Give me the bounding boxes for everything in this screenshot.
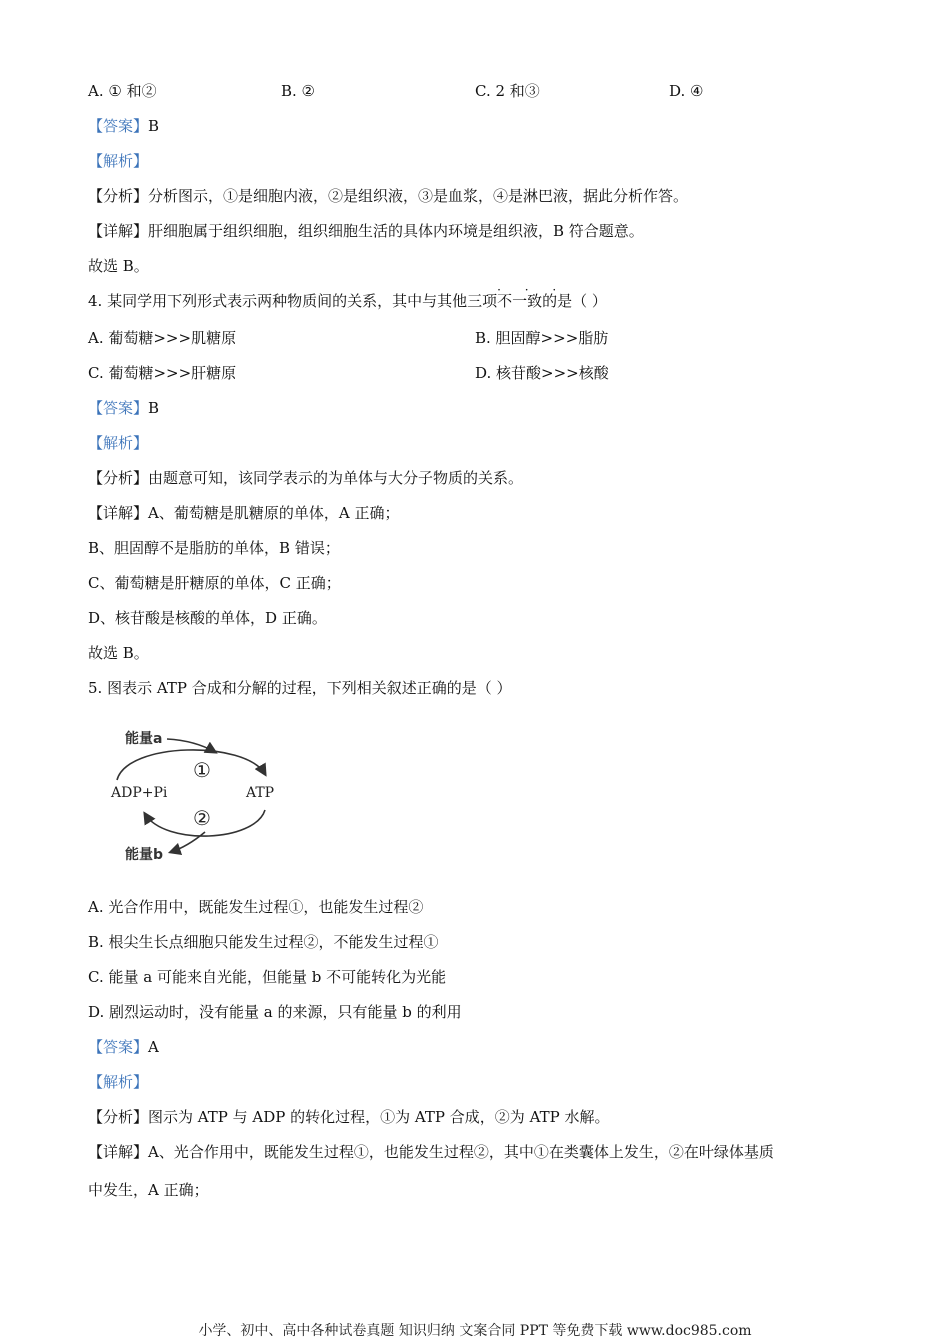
q5-xiangjie: 【详解】A、光合作用中，既能发生过程①，也能发生过程②，其中①在类囊体上发生，②在叶绿体基质 — [88, 1143, 774, 1161]
q3-option-a: A. ① 和② — [88, 82, 157, 100]
q5-fenxi: 【分析】图示为 ATP 与 ADP 的转化过程，①为 ATP 合成，②为 ATP 水解。 — [88, 1108, 610, 1126]
q4-fenxi: 【分析】由题意可知，该同学表示的为单体与大分子物质的关系。 — [88, 469, 524, 487]
q4-emphasis: · · · 不一致 — [497, 283, 567, 310]
page-footer: 小学、初中、高中各种试卷真题 知识归纳 文案合同 PPT 等免费下载 www.doc985.com — [198, 1323, 752, 1339]
q4-xiangjie: 【详解】A、葡萄糖是肌糖原的单体，A 正确； — [88, 504, 400, 522]
label-energy-b: 能量b — [125, 847, 164, 863]
q3-fenxi: 【分析】分析图示，①是细胞内液，②是组织液，③是血浆，④是淋巴液，据此分析作答。 — [88, 187, 689, 205]
label-step-2: ② — [193, 806, 211, 830]
q3-option-b: B. ② — [281, 82, 316, 100]
q3-conclusion: 故选 B。 — [88, 257, 149, 275]
q4-option-c: C. 葡萄糖>>>肝糖原 — [88, 364, 237, 382]
label-atp: ATP — [246, 785, 275, 801]
q4-option-b: B. 胆固醇>>>脂肪 — [475, 329, 609, 347]
q3-answer: 【答案】B — [88, 117, 160, 135]
q4-option-d: D. 核苷酸>>>核酸 — [475, 364, 609, 382]
q5-option-a: A. 光合作用中，既能发生过程①，也能发生过程② — [88, 898, 424, 916]
label-adp-pi: ADP+Pi — [111, 785, 168, 801]
q4-line-d: D、核苷酸是核酸的单体，D 正确。 — [88, 609, 327, 627]
q3-xiangjie: 【详解】肝细胞属于组织细胞，组织细胞生活的具体内环境是组织液，B 符合题意。 — [88, 222, 644, 240]
q3-option-d: D. ④ — [669, 82, 704, 100]
q3-option-c: C. 2 和③ — [475, 82, 540, 100]
q4-answer: 【答案】B — [88, 399, 160, 417]
q4-stem: 4. 某同学用下列形式表示两种物质间的关系，其中与其他三项 · · · 不一致的是（ ） — [88, 283, 607, 310]
q5-option-d: D. 剧烈运动时，没有能量 a 的来源，只有能量 b 的利用 — [88, 1003, 462, 1021]
q4-line-b: B、胆固醇不是脂肪的单体，B 错误； — [88, 539, 340, 557]
label-energy-a: 能量a — [125, 731, 163, 747]
q4-conclusion: 故选 B。 — [88, 644, 149, 662]
q5-option-b: B. 根尖生长点细胞只能发生过程②，不能发生过程① — [88, 933, 439, 951]
q3-analysis-heading: 【解析】 — [88, 152, 149, 170]
label-step-1: ① — [193, 758, 211, 782]
q5-xiangjie-cont: 中发生，A 正确； — [88, 1181, 209, 1199]
q4-analysis-heading: 【解析】 — [88, 434, 149, 452]
q4-option-a: A. 葡萄糖>>>肌糖原 — [88, 329, 237, 347]
atp-cycle-diagram — [105, 722, 295, 870]
q5-analysis-heading: 【解析】 — [88, 1073, 149, 1091]
q5-stem: 5. 图表示 ATP 合成和分解的过程，下列相关叙述正确的是（ ） — [88, 679, 512, 697]
q5-answer: 【答案】A — [88, 1038, 159, 1056]
arc-synthesis — [117, 750, 265, 780]
q5-option-c: C. 能量 a 可能来自光能，但能量 b 不可能转化为光能 — [88, 968, 447, 986]
q4-line-c: C、葡萄糖是肝糖原的单体，C 正确； — [88, 574, 341, 592]
